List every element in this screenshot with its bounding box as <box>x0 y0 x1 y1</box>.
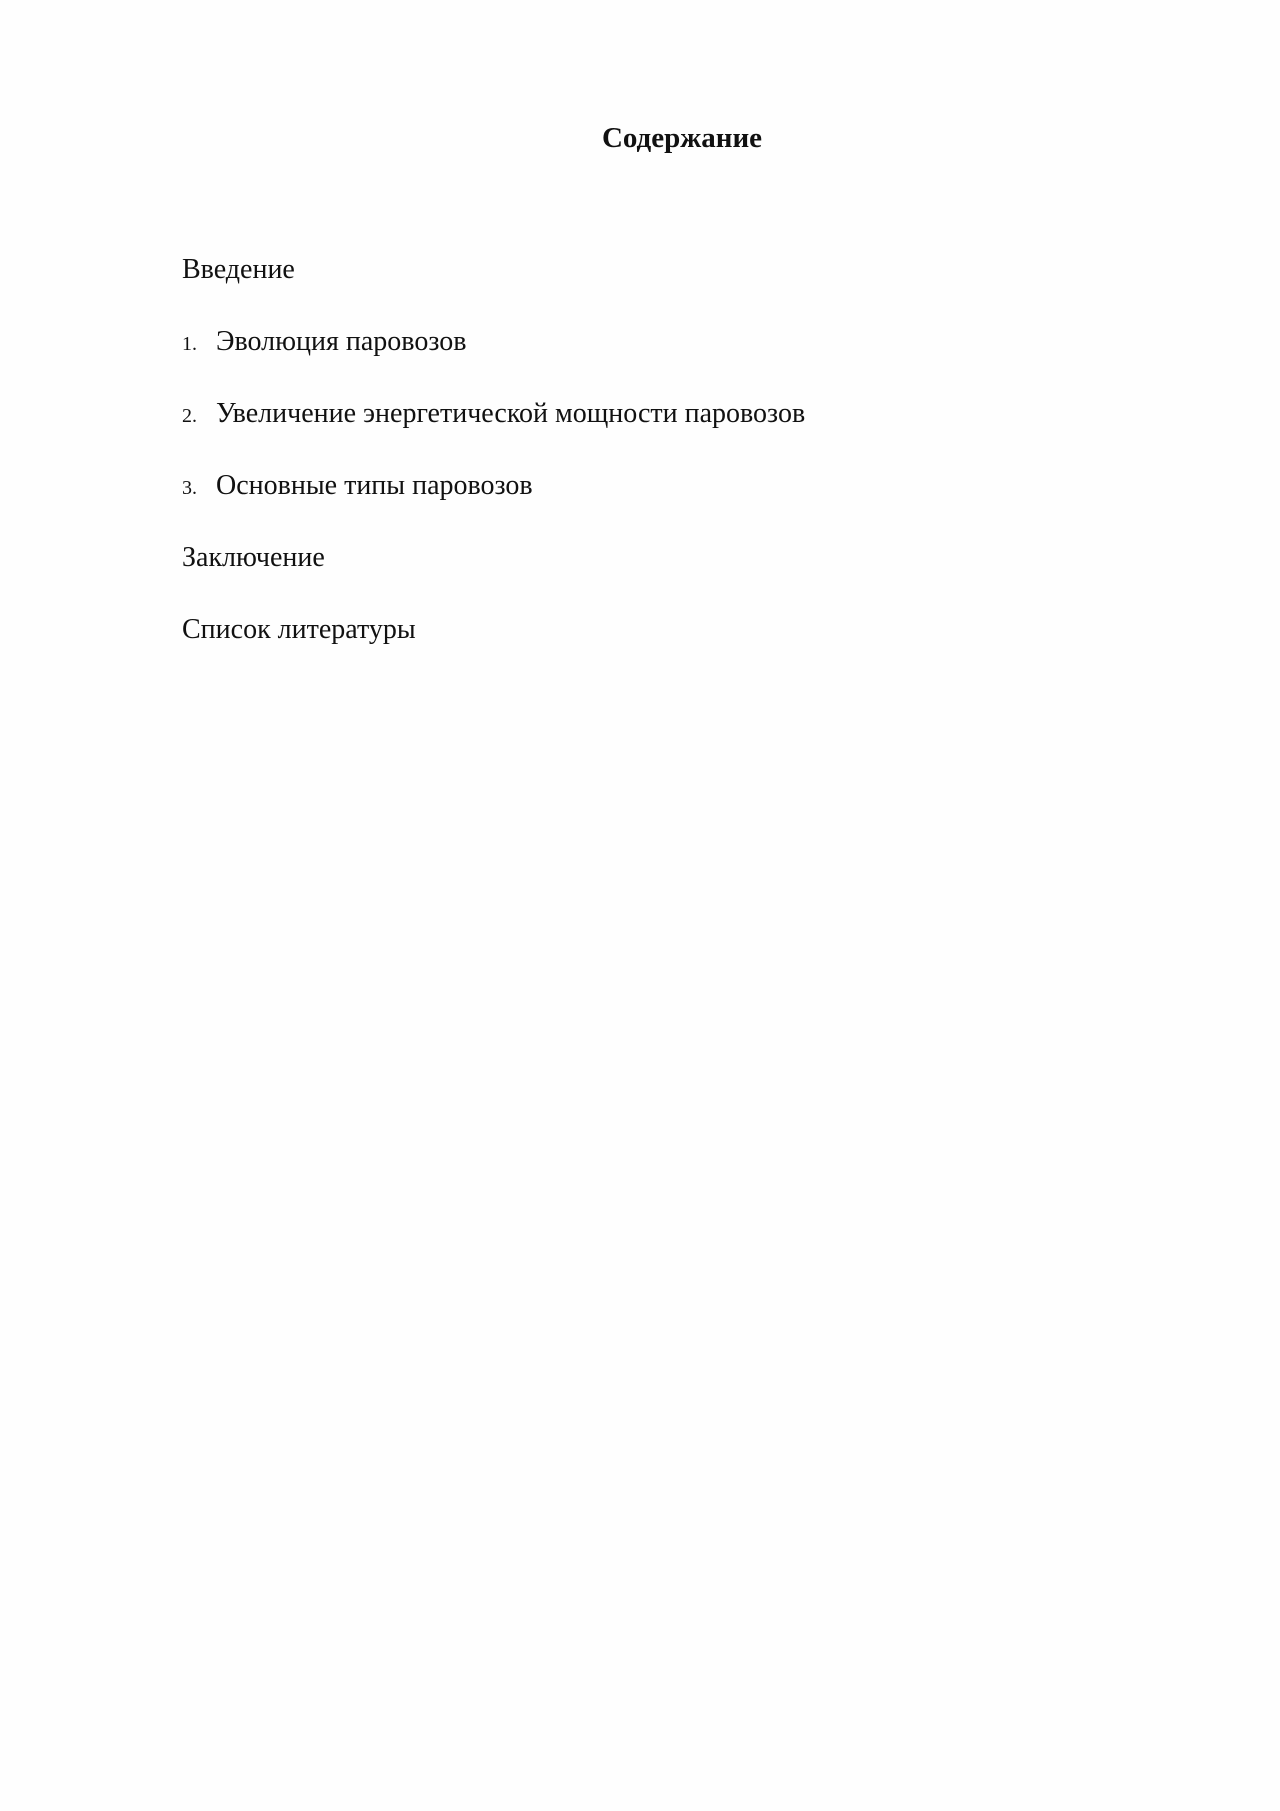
page-title: Содержание <box>601 122 763 154</box>
toc-entry-label: Основные типы паровозов <box>216 470 533 501</box>
table-of-contents <box>182 252 805 684</box>
toc-entry-number: 3. <box>182 477 197 499</box>
toc-entry-introduction <box>182 252 805 288</box>
toc-entry-label: Заключение <box>182 542 325 573</box>
toc-entry-label: Список литературы <box>182 614 416 645</box>
toc-entry-label: Эволюция паровозов <box>216 326 467 357</box>
toc-entry-chapter-3 <box>182 468 805 504</box>
toc-entry-number: 2. <box>182 405 197 427</box>
toc-entry-chapter-1 <box>182 324 805 360</box>
toc-entry-bibliography <box>182 612 805 648</box>
toc-entry-conclusion <box>182 540 805 576</box>
toc-entry-label: Увеличение энергетической мощности паровозов <box>216 398 806 429</box>
toc-entry-chapter-2 <box>182 396 805 432</box>
toc-entry-number: 1. <box>182 333 197 355</box>
toc-entry-label: Введение <box>182 254 295 285</box>
